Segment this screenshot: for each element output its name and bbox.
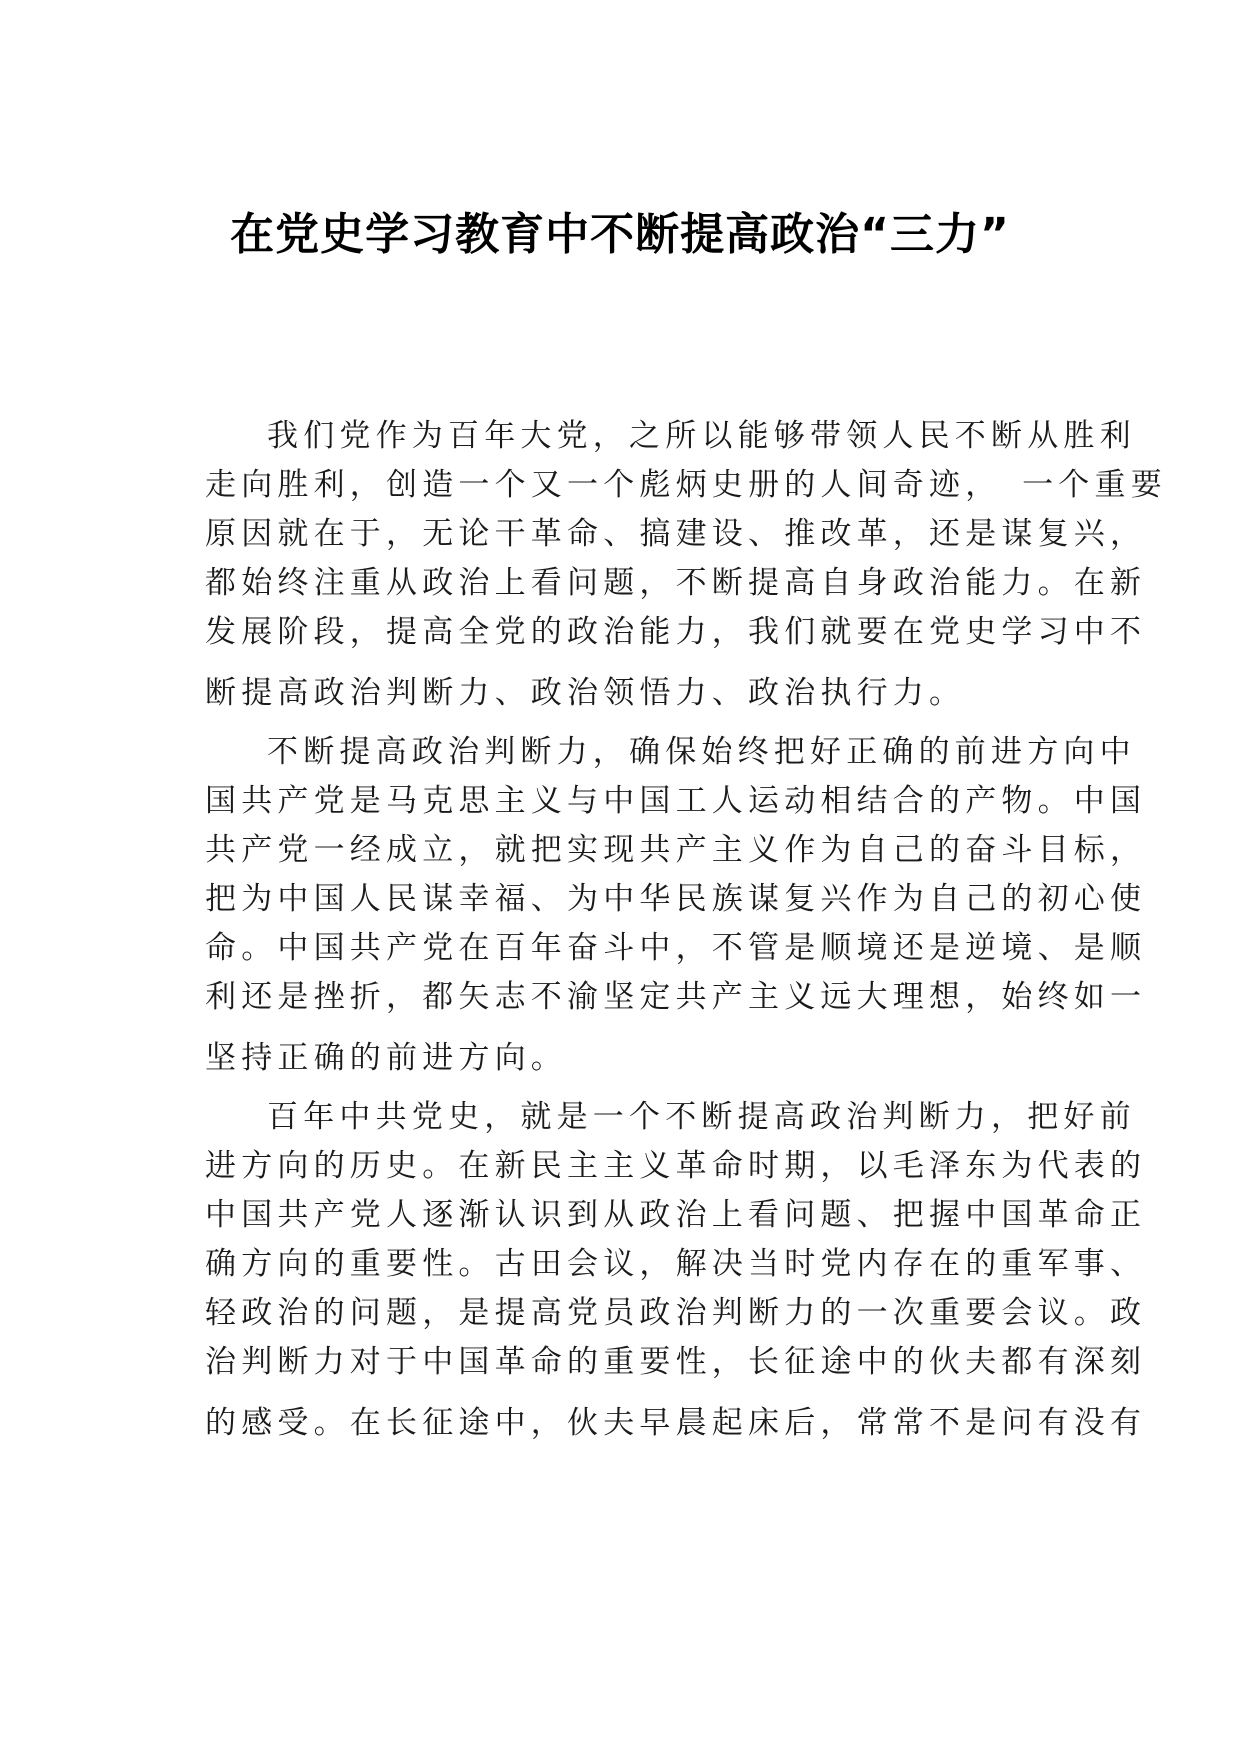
paragraph-line: 原因就在于，无论干革命、搞建设、推改革，还是谋复兴， [205,516,1147,552]
paragraph-line: 把为中国人民谋幸福、为中华民族谋复兴作为自己的初心使 [205,881,1147,917]
paragraph-line: 坚持正确的前进方向。 [205,1040,567,1076]
paragraph-line: 的感受。在长征途中，伙夫早晨起床后，常常不是问有没有 [205,1405,1147,1441]
paragraph-3 [205,1093,1147,1458]
paragraph-line: 轻政治的问题，是提高党员政治判断力的一次重要会议。政 [205,1295,1147,1331]
paragraph-line: 共产党一经成立，就把实现共产主义作为自己的奋斗目标， [205,832,1147,868]
paragraph-line: 确方向的重要性。古田会议，解决当时党内存在的重军事、 [205,1246,1147,1282]
paragraph-line: 发展阶段，提高全党的政治能力，我们就要在党史学习中不 [205,614,1147,650]
paragraph-line: 国共产党是马克思主义与中国工人运动相结合的产物。中国 [205,783,1147,819]
paragraph-line: 不断提高政治判断力，确保始终把好正确的前进方向中 [267,734,1136,770]
paragraph-line: 利还是挫折，都矢志不渝坚定共产主义远大理想，始终如一 [205,979,1147,1015]
paragraph-line: 走向胜利，创造一个又一个彪炳史册的人间奇迹， 一个重要 [205,467,1167,503]
paragraph-line: 中国共产党人逐渐认识到从政治上看问题、把握中国革命正 [205,1197,1147,1233]
paragraph-line: 治判断力对于中国革命的重要性，长征途中的伙夫都有深刻 [205,1344,1147,1380]
paragraph-2 [205,728,1147,1093]
paragraph-line: 百年中共党史，就是一个不断提高政治判断力，把好前 [267,1099,1136,1135]
paragraph-line: 进方向的历史。在新民主主义革命时期，以毛泽东为代表的 [205,1148,1147,1184]
paragraph-line: 断提高政治判断力、政治领悟力、政治执行力。 [205,675,966,711]
paragraph-line: 命。中国共产党在百年奋斗中，不管是顺境还是逆境、是顺 [205,930,1147,966]
paragraph-1 [205,412,1167,728]
document-body [205,412,1167,1458]
document-title: 在党史学习教育中不断提高政治“三力” [230,209,1010,260]
paragraph-line: 都始终注重从政治上看问题，不断提高自身政治能力。在新 [205,565,1147,601]
paragraph-line: 我们党作为百年大党，之所以能够带领人民不断从胜利 [267,418,1136,454]
